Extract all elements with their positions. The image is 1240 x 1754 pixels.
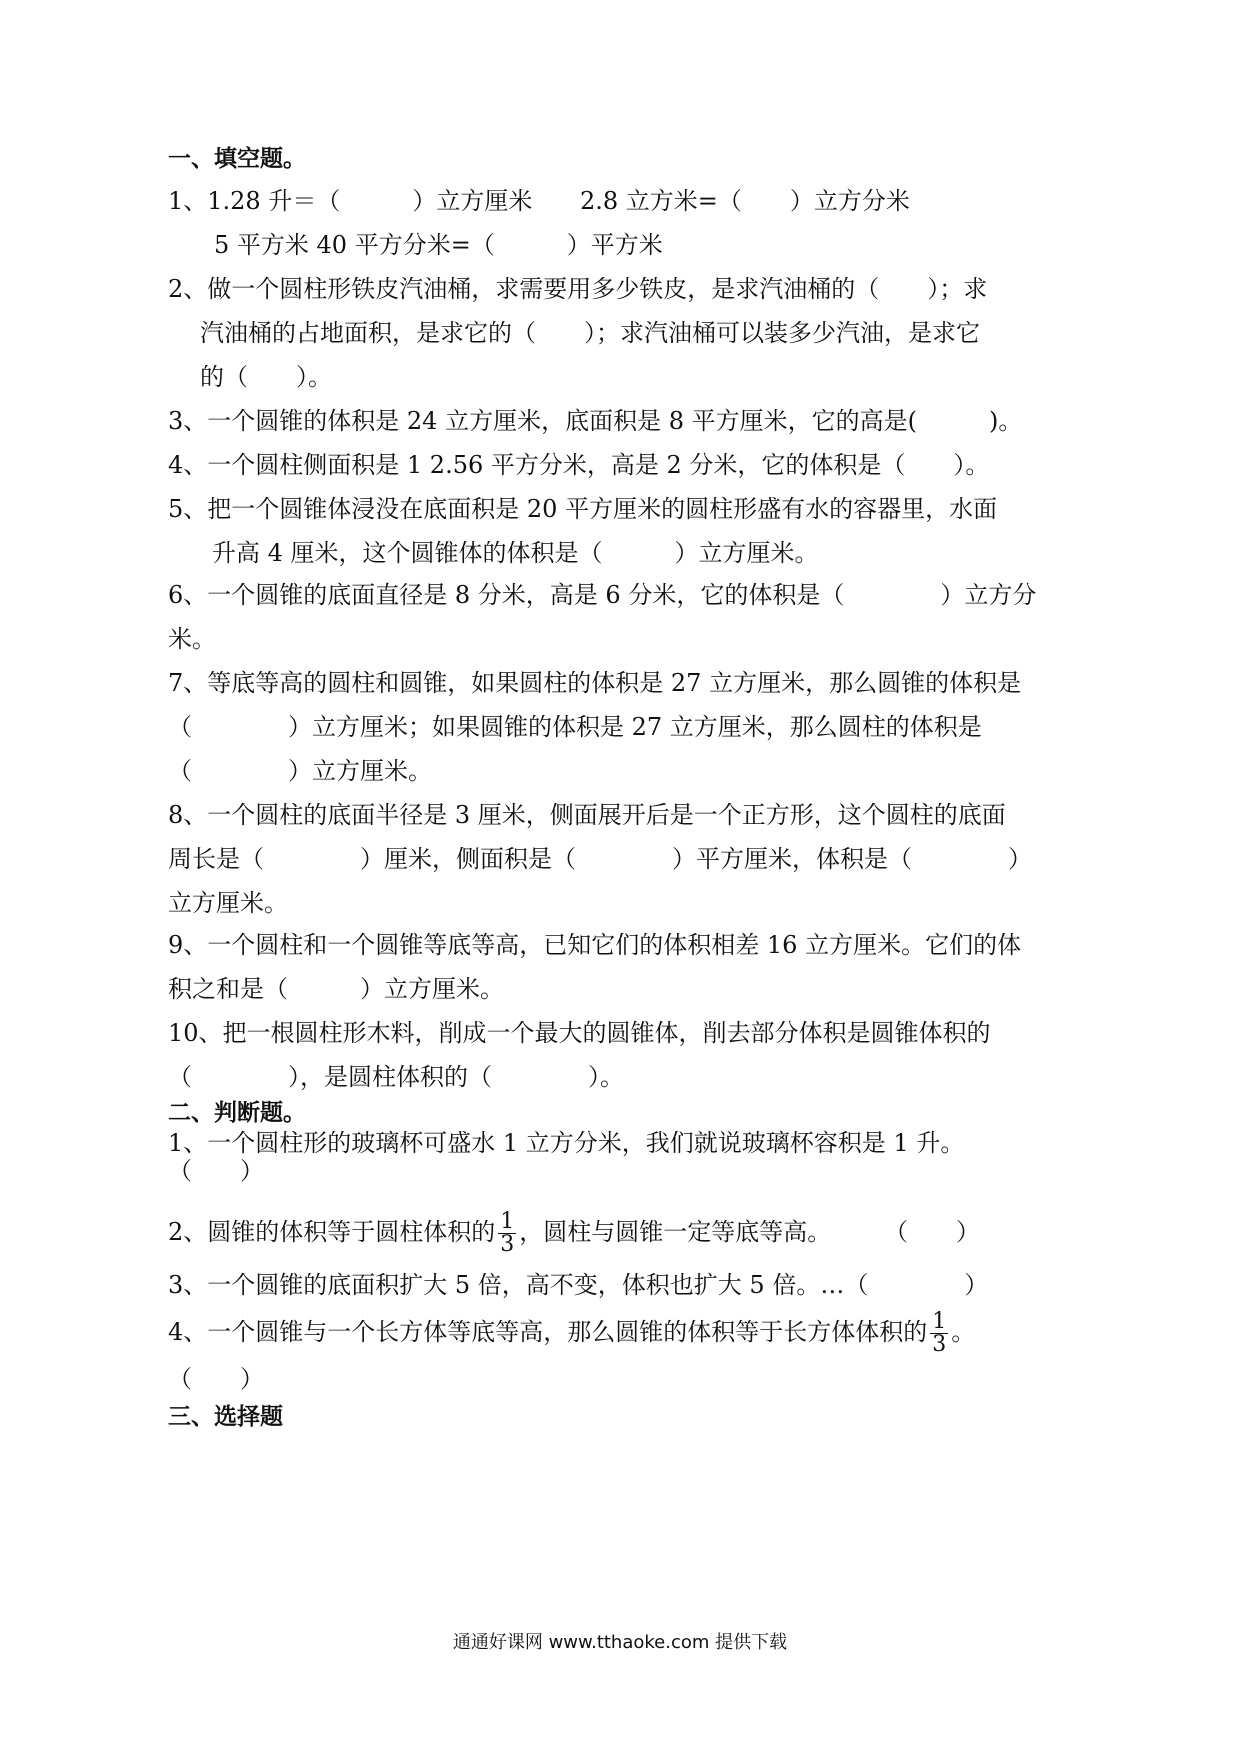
judge-question-4-text-pre: 4、一个圆锥与一个长方体等底等高，那么圆锥的体积等于长方体体积的 bbox=[168, 1318, 928, 1346]
question-10-line-1: 10、把一根圆柱形木料，削成一个最大的圆锥体，削去部分体积是圆锥体积的 bbox=[168, 1019, 991, 1047]
question-7-line-2: （ ）立方厘米；如果圆锥的体积是 27 立方厘米，那么圆柱的体积是 bbox=[168, 713, 982, 741]
fraction-denominator: 3 bbox=[500, 1232, 515, 1257]
fraction-one-third bbox=[930, 1311, 948, 1356]
judge-question-2-text-pre: 2、圆锥的体积等于圆柱体积的 bbox=[168, 1218, 496, 1246]
question-1-part-c: 5 平方米 40 平方分米=（ ）平方米 bbox=[214, 231, 663, 259]
question-10-line-2: （ ），是圆柱体积的（ ）。 bbox=[168, 1063, 624, 1091]
judge-question-2 bbox=[168, 1206, 831, 1258]
question-1-part-b: 2.8 立方米=（ ）立方分米 bbox=[580, 187, 910, 215]
fraction-denominator: 3 bbox=[932, 1332, 947, 1357]
judge-question-4-text-post: 。 bbox=[951, 1318, 976, 1346]
section-1-title: 一、填空题。 bbox=[168, 146, 306, 172]
question-5-line-1: 5、把一个圆锥体浸没在底面积是 20 平方厘米的圆柱形盛有水的容器里，水面 bbox=[168, 495, 998, 523]
page-footer: 通通好课网 www.tthaoke.com 提供下载 bbox=[452, 1632, 788, 1653]
judge-question-1: 1、一个圆柱形的玻璃杯可盛水 1 立方分米，我们就说玻璃杯容积是 1 升。 bbox=[168, 1129, 965, 1157]
question-9-line-2: 积之和是（ ）立方厘米。 bbox=[168, 975, 504, 1003]
judge-question-3: 3、一个圆锥的底面积扩大 5 倍，高不变，体积也扩大 5 倍。…（ ） bbox=[168, 1271, 989, 1299]
question-7-line-3: （ ）立方厘米。 bbox=[168, 757, 432, 785]
question-6-line-2: 米。 bbox=[168, 625, 216, 653]
judge-question-4 bbox=[168, 1306, 975, 1358]
judge-question-2-text-post: ，圆柱与圆锥一定等底等高。 bbox=[519, 1218, 832, 1246]
question-3: 3、一个圆锥的体积是 24 立方厘米，底面积是 8 平方厘米，它的高是( )。 bbox=[168, 407, 1023, 435]
question-2-line-2: 汽油桶的占地面积，是求它的（ ）；求汽油桶可以装多少汽油，是求它 bbox=[200, 319, 980, 347]
question-8-line-3: 立方厘米。 bbox=[168, 889, 288, 917]
judge-question-1-paren: （ ） bbox=[168, 1157, 264, 1185]
question-4: 4、一个圆柱侧面积是 1 2.56 平方分米，高是 2 分米，它的体积是（ ）。 bbox=[168, 451, 990, 479]
fraction-numerator: 1 bbox=[932, 1309, 947, 1334]
question-6-line-1: 6、一个圆锥的底面直径是 8 分米，高是 6 分米，它的体积是（ ）立方分 bbox=[168, 581, 1037, 609]
question-9-line-1: 9、一个圆柱和一个圆锥等底等高，已知它们的体积相差 16 立方厘米。它们的体 bbox=[168, 931, 1022, 959]
question-8-line-1: 8、一个圆柱的底面半径是 3 厘米，侧面展开后是一个正方形，这个圆柱的底面 bbox=[168, 801, 1006, 829]
judge-question-2-paren: （ ） bbox=[884, 1218, 980, 1246]
fraction-one-third bbox=[498, 1211, 516, 1256]
judge-question-4-paren: （ ） bbox=[168, 1365, 264, 1393]
question-8-line-2: 周长是（ ）厘米，侧面积是（ ）平方厘米，体积是（ ） bbox=[168, 845, 1032, 873]
section-3-title: 三、选择题 bbox=[168, 1404, 283, 1430]
fraction-numerator: 1 bbox=[500, 1209, 515, 1234]
question-2-line-3: 的（ ）。 bbox=[200, 363, 332, 391]
section-2-title: 二、判断题。 bbox=[168, 1100, 306, 1126]
question-1-part-a: 1、1.28 升＝（ ）立方厘米 bbox=[168, 187, 533, 215]
question-2-line-1: 2、做一个圆柱形铁皮汽油桶，求需要用多少铁皮，是求汽油桶的（ ）；求 bbox=[168, 275, 988, 303]
question-5-line-2: 升高 4 厘米，这个圆锥体的体积是（ ）立方厘米。 bbox=[212, 539, 819, 567]
question-7-line-1: 7、等底等高的圆柱和圆锥，如果圆柱的体积是 27 立方厘米，那么圆锥的体积是 bbox=[168, 669, 1022, 697]
